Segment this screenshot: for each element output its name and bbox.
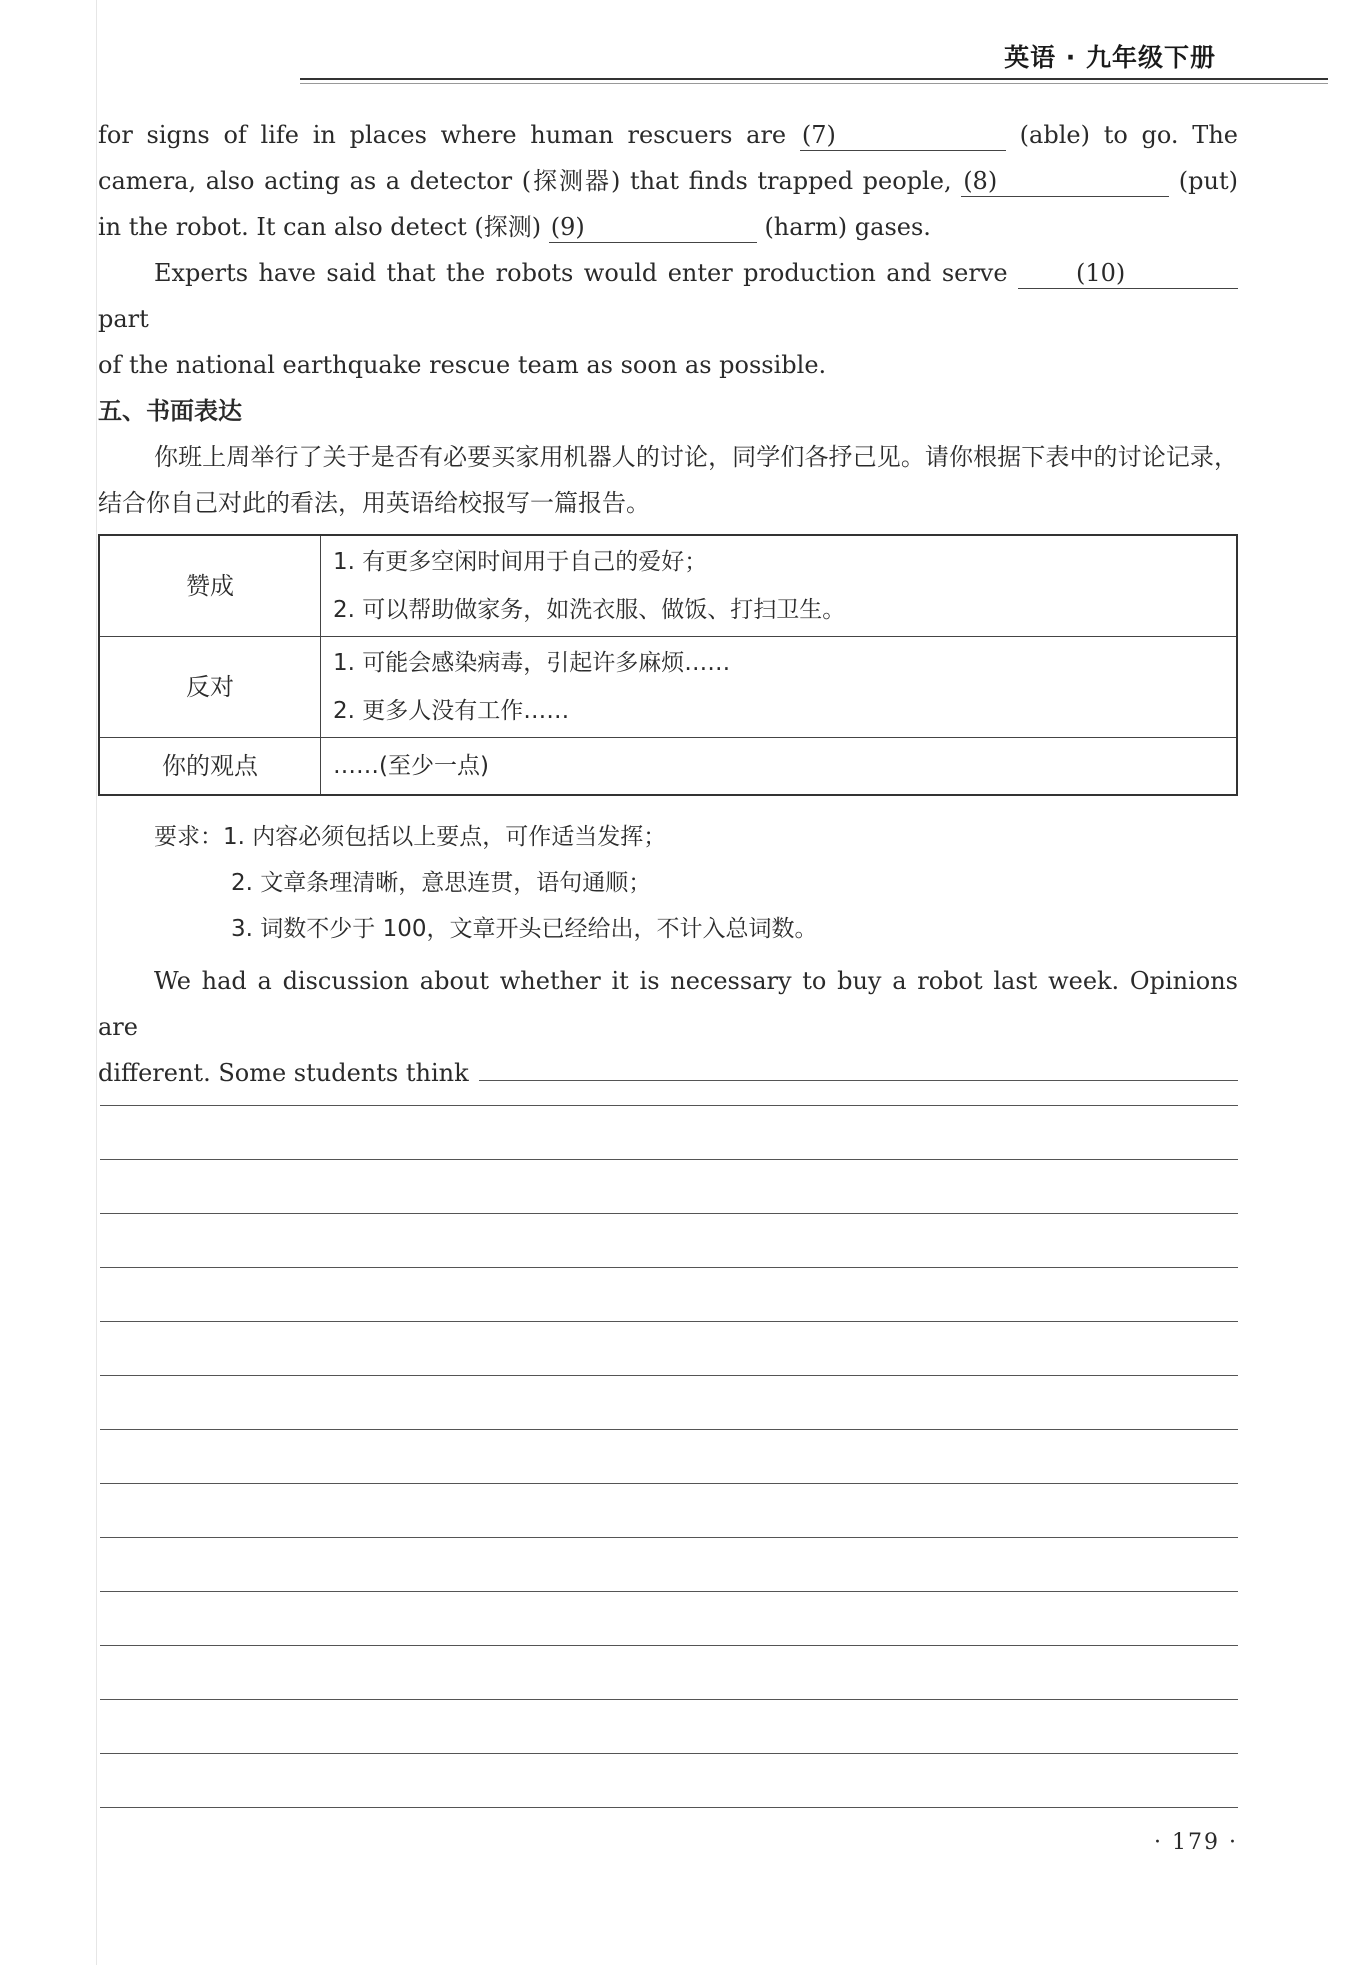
writing-line[interactable]: [100, 1646, 1238, 1700]
text: (able) to go. The: [1019, 121, 1238, 149]
writing-line[interactable]: [100, 1268, 1238, 1322]
writing-line[interactable]: [100, 1538, 1238, 1592]
writing-line[interactable]: [100, 1322, 1238, 1376]
writing-line[interactable]: [100, 1214, 1238, 1268]
passage-line-3: [98, 204, 1238, 250]
passage-para-2-line-1: [98, 250, 1238, 342]
row-content: [321, 637, 1238, 738]
row-label: 反对: [99, 637, 321, 738]
table-row: [99, 738, 1237, 796]
header-rule-thin: [300, 83, 1328, 84]
row-item: 2. 更多人没有工作……: [333, 698, 570, 724]
blank-8[interactable]: (8): [961, 166, 1169, 197]
essay-start-text: different. Some students think: [98, 1059, 469, 1087]
discussion-table: [98, 534, 1238, 796]
writing-line[interactable]: [100, 1592, 1238, 1646]
writing-line[interactable]: [100, 1160, 1238, 1214]
text: camera, also acting as a detector (探测器) that finds trapped people,: [98, 167, 952, 195]
row-item: 1. 有更多空闲时间用于自己的爱好；: [333, 549, 708, 575]
row-label: 赞成: [99, 535, 321, 637]
row-item: 1. 可能会感染病毒，引起许多麻烦……: [333, 650, 731, 676]
writing-line[interactable]: [100, 1754, 1238, 1808]
writing-line[interactable]: [100, 1484, 1238, 1538]
passage-line-2: [98, 158, 1238, 204]
requirement-item: 3. 词数不少于 100，文章开头已经给出，不计入总词数。: [231, 916, 818, 942]
row-content: [321, 535, 1238, 637]
writing-line[interactable]: [100, 1430, 1238, 1484]
page-number: · 179 ·: [1154, 1830, 1238, 1855]
essay-start-line-1: We had a discussion about whether it is necessary to buy a robot last week. Opinions are: [98, 967, 1238, 1041]
header-rule: [300, 78, 1328, 80]
requirement-item: 2. 文章条理清晰，意思连贯，语句通顺；: [231, 870, 652, 896]
writing-line[interactable]: [100, 1106, 1238, 1160]
requirement-text: 1. 内容必须包括以上要点，可作适当发挥；: [223, 824, 667, 850]
writing-line[interactable]: [100, 1700, 1238, 1754]
blank-7[interactable]: (7): [800, 120, 1006, 151]
text: Experts have said that the robots would enter production and serve: [154, 259, 1008, 287]
row-item: ……(至少一点): [333, 753, 489, 779]
page-edge-line: [96, 0, 97, 1965]
blank-9[interactable]: (9): [549, 212, 757, 243]
writing-line[interactable]: [100, 1376, 1238, 1430]
text: in the robot. It can also detect (探测): [98, 213, 542, 241]
section-heading: 五、书面表达: [98, 397, 242, 425]
row-label: 你的观点: [99, 738, 321, 796]
row-content: [321, 738, 1238, 796]
header-title: 英语 · 九年级下册: [1004, 43, 1216, 72]
text: part: [98, 305, 149, 333]
text: for signs of life in places where human rescuers are: [98, 121, 787, 149]
answer-lines: [100, 1052, 1238, 1808]
requirements: [98, 814, 1238, 952]
section-intro: 你班上周举行了关于是否有必要买家用机器人的讨论，同学们各抒己见。请你根据下表中的讨论记录，结合你自己对此的看法，用英语给校报写一篇报告。: [98, 443, 1238, 517]
passage-line-1: [98, 112, 1238, 158]
text: (harm) gases.: [764, 213, 931, 241]
requirements-lead: 要求：: [154, 824, 223, 850]
page-header: [300, 38, 1328, 84]
requirement-item: [98, 814, 1238, 860]
table-row: [99, 535, 1237, 637]
table-row: [99, 637, 1237, 738]
text: (put): [1178, 167, 1238, 195]
row-item: 2. 可以帮助做家务，如洗衣服、做饭、打扫卫生。: [333, 597, 846, 623]
writing-line[interactable]: [100, 1052, 1238, 1106]
blank-10[interactable]: (10): [1018, 258, 1238, 289]
page-body: [98, 112, 1238, 1096]
passage-para-2-line-2: of the national earthquake rescue team as soon as possible.: [98, 351, 827, 379]
